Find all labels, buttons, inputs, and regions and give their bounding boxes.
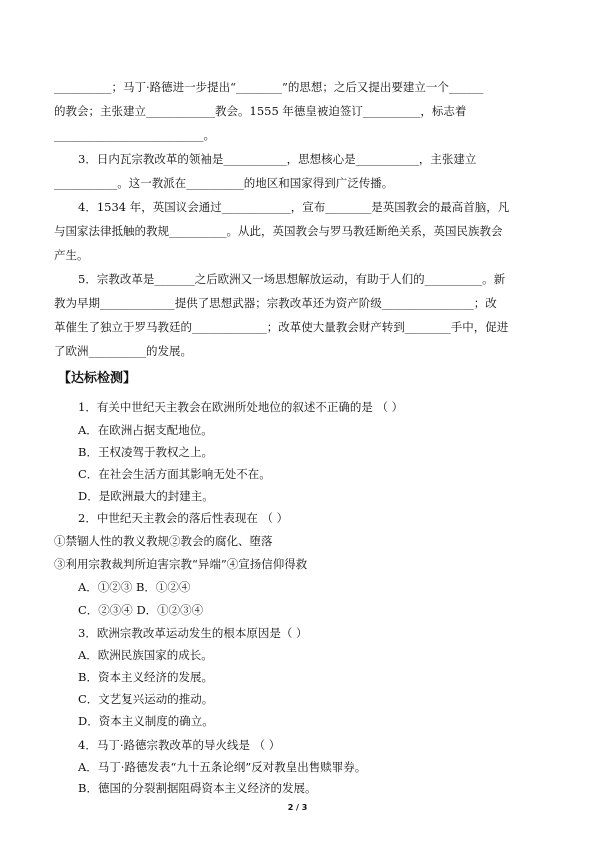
statement-line: ③利用宗教裁判所迫害宗教“异端”④宣扬信仰得救 xyxy=(54,557,308,571)
question-line: 3．欧洲宗教改革运动发生的根本原因是（ ） xyxy=(78,626,308,640)
fill-line: 了欧洲__________的发展。 xyxy=(54,344,192,358)
option-line: A．在欧洲占据支配地位。 xyxy=(78,423,213,437)
question-line: 1．有关中世纪天主教会在欧洲所处地位的叙述不正确的是 （ ） xyxy=(78,400,404,414)
fill-line: 产生。 xyxy=(54,248,89,262)
fill-line: 革催生了独立于罗马教廷的_____________；改革使大量教会财产转到________手中，促进 xyxy=(54,320,509,334)
option-line: C．②③④ D．①②③④ xyxy=(78,603,204,617)
statement-line: ①禁锢人性的教义教规②教会的腐化、堕落 xyxy=(54,534,273,548)
fill-line: 的教会；主张建立____________教会。1555 年德皇被迫签订__________，标志着 xyxy=(54,104,467,118)
option-line: C．在社会生活方面其影响无处不在。 xyxy=(78,467,271,481)
fill-line: 4．1534 年，英国议会通过____________，宣布________是英国教会的最高首脑，凡 xyxy=(78,200,510,214)
fill-line: 3．日内瓦宗教改革的领袖是___________，思想核心是___________，主张建立 xyxy=(78,152,477,166)
option-line: C．文艺复兴运动的推动。 xyxy=(78,692,214,706)
fill-line: 与国家法律抵触的教规__________。从此，英国教会与罗马教廷断绝关系，英国民族教会 xyxy=(54,224,503,238)
option-line: B．资本主义经济的发展。 xyxy=(78,670,213,684)
option-line: D．资本主义制度的确立。 xyxy=(78,714,214,728)
page-number: 2 / 3 xyxy=(287,803,308,812)
section-heading: 【达标检测】 xyxy=(58,371,137,386)
fill-line: __________________________。 xyxy=(54,128,215,142)
option-line: A．欧洲民族国家的成长。 xyxy=(78,648,213,662)
option-line: A．马丁·路德发表“九十五条论纲”反对教皇出售赎罪券。 xyxy=(78,760,367,774)
question-line: 2．中世纪天主教会的落后性表现在 （ ） xyxy=(78,511,289,525)
option-line: B．王权凌驾于教权之上。 xyxy=(78,445,213,459)
fill-line: 5．宗教改革是_______之后欧洲又一场思想解放运动，有助于人们的__________。新 xyxy=(78,272,506,286)
option-line: D．是欧洲最大的封建主。 xyxy=(78,489,214,503)
fill-line: 教为早期_____________提供了思想武器；宗教改革还为资产阶级________________；改 xyxy=(54,296,497,310)
option-line: B．德国的分裂割据阻碍资本主义经济的发展。 xyxy=(78,781,317,795)
option-line: A．①②③ B．①②④ xyxy=(78,580,191,594)
fill-line: __________；马丁·路德进一步提出“________”的思想；之后又提出要建立一个______ xyxy=(54,80,484,94)
question-line: 4．马丁·路德宗教改革的导火线是 （ ） xyxy=(78,738,281,752)
fill-line: ___________。这一教派在__________的地区和国家得到广泛传播。 xyxy=(54,176,394,190)
